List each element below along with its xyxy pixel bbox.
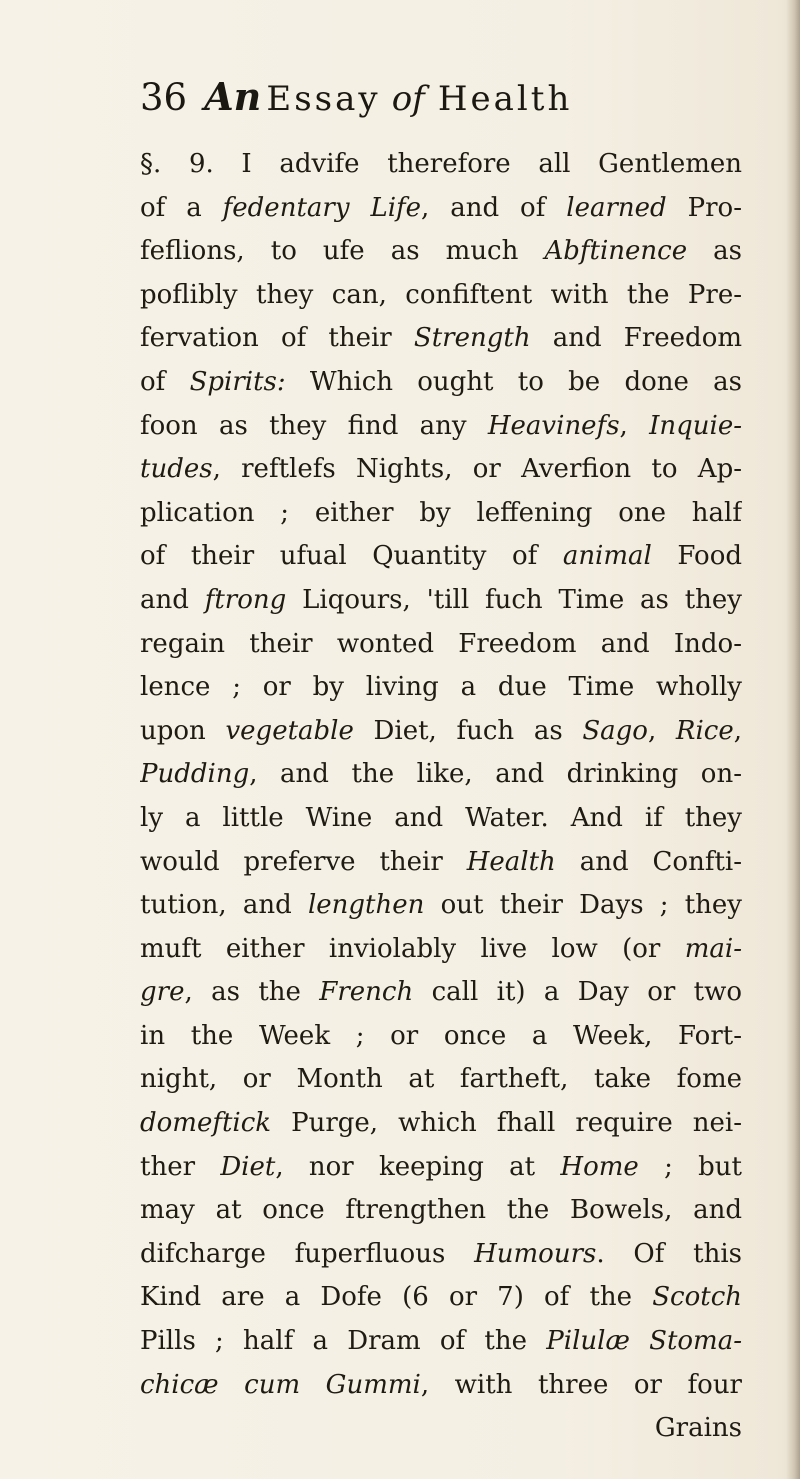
text-run: call it) a Day or two xyxy=(413,977,742,1008)
text-run: would preferve their xyxy=(140,846,467,877)
italic-text-run: Heavinefs xyxy=(487,410,620,441)
text-line xyxy=(140,143,742,187)
text-run: , reftlefs Nights, or Averfion to Ap- xyxy=(212,454,742,485)
text-line xyxy=(140,884,742,928)
text-run: , xyxy=(647,715,676,746)
text-run: in the Week ; or once a Week, Fort- xyxy=(140,1020,742,1051)
text-line xyxy=(140,1146,742,1190)
text-run: and Confti- xyxy=(555,846,742,877)
text-run: Purge, which fhall require nei- xyxy=(271,1108,742,1139)
text-run: ly a little Wine and Water. And if they xyxy=(140,802,742,833)
text-run: Pro- xyxy=(666,192,742,223)
text-run: Liqours, 'till fuch Time as they xyxy=(286,584,742,615)
italic-text-run: Scotch xyxy=(652,1282,742,1313)
text-run: of xyxy=(140,366,190,397)
text-run: , and the like, and drinking on- xyxy=(249,759,742,790)
italic-text-run: gre xyxy=(140,977,185,1008)
text-run: ther xyxy=(140,1151,221,1182)
text-run: , xyxy=(733,715,742,746)
text-run: night, or Month at fartheft, take fome xyxy=(140,1064,742,1095)
text-line xyxy=(140,1233,742,1277)
text-run: feflions, to ufe as much xyxy=(140,236,545,267)
text-run: Diet, fuch as xyxy=(353,715,583,746)
italic-text-run: Pilulæ Stoma- xyxy=(546,1326,742,1357)
italic-text-run: domeftick xyxy=(140,1108,272,1139)
italic-text-run: Abftinence xyxy=(544,236,688,267)
text-run: foon as they find any xyxy=(140,410,488,441)
text-line xyxy=(140,1276,742,1320)
text-line xyxy=(140,361,742,405)
italic-text-run: Pudding xyxy=(140,759,250,790)
italic-text-run: Strength xyxy=(413,323,531,354)
header-essay: Essay xyxy=(266,79,381,119)
italic-text-run: tudes xyxy=(140,454,213,485)
text-line xyxy=(140,317,742,361)
italic-text-run: learned xyxy=(566,192,667,223)
text-line xyxy=(140,448,742,492)
text-run: poflibly they can, confiftent with the Pre- xyxy=(140,279,742,310)
text-line xyxy=(140,841,742,885)
text-run: ; but xyxy=(638,1151,742,1182)
text-line xyxy=(140,1102,742,1146)
italic-text-run: French xyxy=(319,977,414,1008)
text-run: difcharge fuperfluous xyxy=(140,1238,475,1269)
italic-text-run: Rice xyxy=(675,715,734,746)
italic-text-run: Humours xyxy=(474,1238,597,1269)
header-of: of xyxy=(391,79,425,119)
text-line xyxy=(140,666,742,710)
text-run: muft either inviolably live low (or xyxy=(140,933,685,964)
running-header xyxy=(140,74,740,134)
text-run: Pills ; half a Dram of the xyxy=(140,1326,547,1357)
body-text xyxy=(140,143,742,1451)
text-run: Which ought to be done as xyxy=(285,366,742,397)
italic-text-run: Spirits: xyxy=(189,366,286,397)
italic-text-run: chicæ cum Gummi xyxy=(140,1369,421,1400)
italic-text-run: Home xyxy=(560,1151,639,1182)
header-health: Health xyxy=(437,79,573,119)
text-line xyxy=(140,405,742,449)
text-run: and xyxy=(140,584,205,615)
text-run: tution, and xyxy=(140,890,308,921)
text-run: , and of xyxy=(421,192,567,223)
text-line xyxy=(140,1320,742,1364)
text-line xyxy=(140,1407,742,1451)
text-run: , xyxy=(619,410,650,441)
text-run: , nor keeping at xyxy=(275,1151,561,1182)
text-run: Grains xyxy=(654,1413,742,1444)
italic-text-run: Inquie- xyxy=(649,410,742,441)
page-number: 36 xyxy=(140,76,188,119)
text-run: §. 9. I advife therefore all Gentlemen xyxy=(140,149,742,179)
header-an: An xyxy=(204,74,262,119)
text-run: Food xyxy=(651,541,742,572)
text-run: out their Days ; they xyxy=(424,890,742,921)
text-line xyxy=(140,928,742,972)
text-line xyxy=(140,710,742,754)
text-line xyxy=(140,971,742,1015)
page-edge-shadow xyxy=(786,0,800,1479)
text-line xyxy=(140,492,742,536)
text-line xyxy=(140,797,742,841)
text-run: lence ; or by living a due Time wholly xyxy=(140,672,742,703)
text-line xyxy=(140,535,742,579)
text-run: as xyxy=(687,236,742,267)
text-line xyxy=(140,1364,742,1408)
text-line xyxy=(140,1015,742,1059)
text-line xyxy=(140,187,742,231)
text-run: and Freedom xyxy=(530,323,742,354)
text-line xyxy=(140,753,742,797)
text-run: of a xyxy=(140,192,223,223)
text-line xyxy=(140,1058,742,1102)
italic-text-run: Health xyxy=(466,846,556,877)
italic-text-run: Diet xyxy=(220,1151,276,1182)
text-run: Kind are a Dofe (6 or 7) of the xyxy=(140,1282,653,1313)
text-run: may at once ftrengthen the Bowels, and xyxy=(140,1195,742,1226)
italic-text-run: vegetable xyxy=(225,715,354,746)
text-line xyxy=(140,274,742,318)
italic-text-run: fedentary Life xyxy=(222,192,422,223)
text-run: regain their wonted Freedom and Indo- xyxy=(140,628,742,659)
text-run: plication ; either by leffening one half xyxy=(140,497,742,528)
text-run: of their ufual Quantity of xyxy=(140,541,563,572)
text-run: , as the xyxy=(184,977,320,1008)
text-line xyxy=(140,623,742,667)
text-run: . Of this xyxy=(596,1238,742,1269)
italic-text-run: mai- xyxy=(684,933,742,964)
italic-text-run: ftrong xyxy=(204,584,287,615)
text-line xyxy=(140,579,742,623)
text-run: upon xyxy=(140,715,226,746)
italic-text-run: lengthen xyxy=(307,890,425,921)
italic-text-run: animal xyxy=(562,541,652,572)
text-line xyxy=(140,230,742,274)
text-run: fervation of their xyxy=(140,323,414,354)
text-run: , with three or four xyxy=(420,1369,742,1400)
italic-text-run: Sago xyxy=(582,715,648,746)
text-line xyxy=(140,1189,742,1233)
